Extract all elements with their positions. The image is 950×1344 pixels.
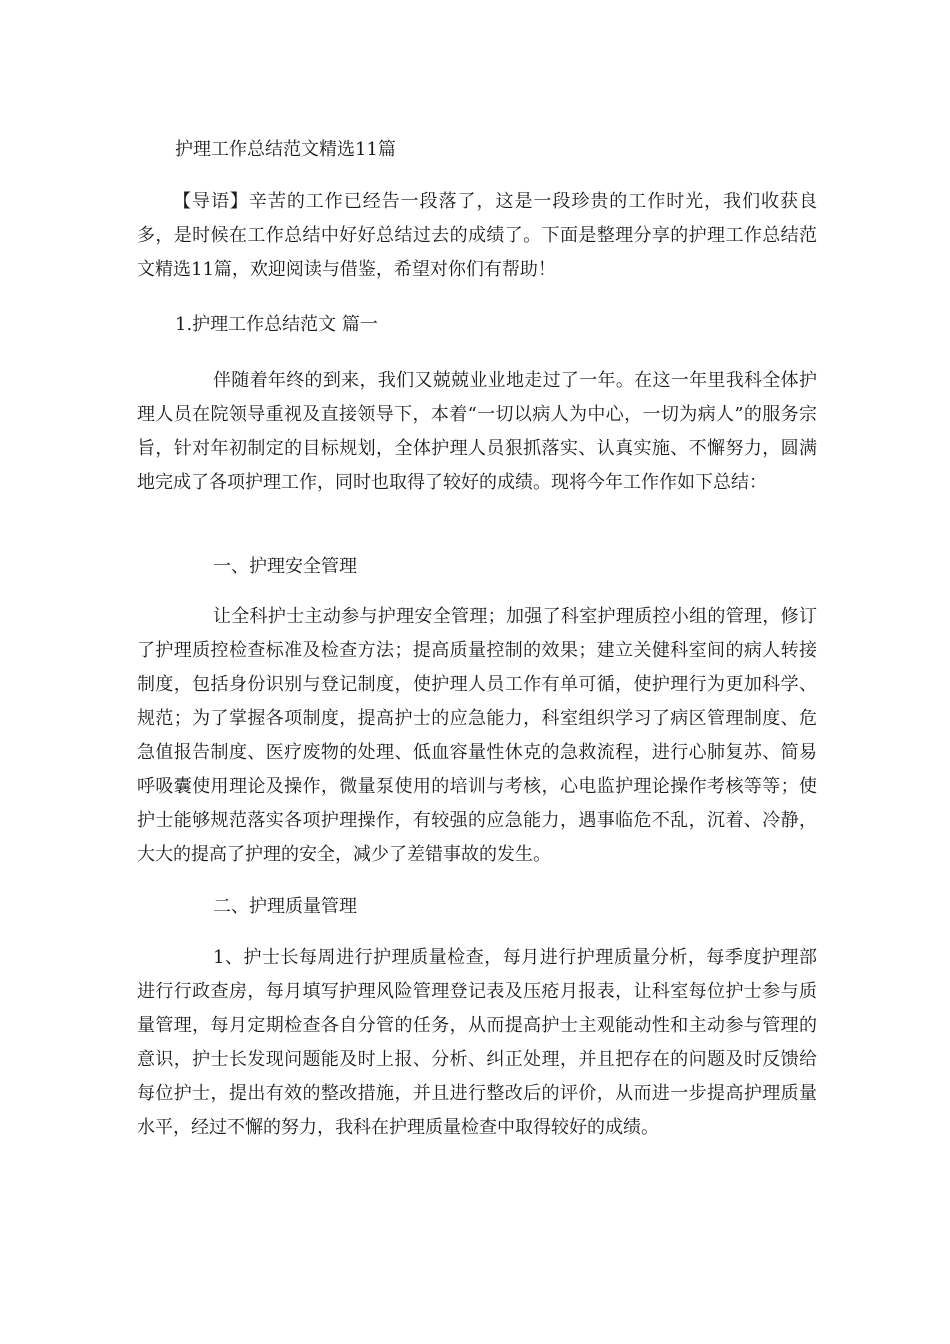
document-title: 护理工作总结范文精选11篇 (175, 139, 396, 160)
subheading-safety: 一、护理安全管理 (213, 556, 357, 577)
intro-paragraph: 【导语】辛苦的工作已经告一段落了，这是一段珍贵的工作时光，我们收获良多，是时候在工作总结中好好总结过去的成绩了。下面是整理分享的护理工作总结范文精选11篇，欢迎阅读与借鉴，希望对你们有帮助！ (137, 191, 817, 280)
subheading-quality: 二、护理质量管理 (213, 896, 357, 917)
section-heading: 1.护理工作总结范文 篇一 (175, 314, 378, 335)
body-paragraph: 1、护士长每周进行护理质量检查，每月进行护理质量分析，每季度护理部进行行政查房，每月填写护理风险管理登记表及压疮月报表，让科室每位护士参与质量管理，每月定期检查各自分管的任务，从而提高护士主观能动性和主动参与管理的意识，护士长发现问题能及时上报、分析、纠正处理，并且把存在的问题及时反馈给每位护士，提出有效的整改措施，并且进行整改后的评价，从而进一步提高护理质量水平，经过不懈的努力，我科在护理质量检查中取得较好的成绩。 (137, 947, 817, 1138)
body-paragraph: 让全科护士主动参与护理安全管理；加强了科室护理质控小组的管理，修订了护理质控检查标准及检查方法；提高质量控制的效果；建立关健科室间的病人转接制度，包括身份识别与登记制度，使护理人员工作有单可循，使护理行为更加科学、规范；为了掌握各项制度，提高护士的应急能力，科室组织学习了病区管理制度、危急值报告制度、医疗废物的处理、低血容量性休克的急救流程，进行心肺复苏、简易呼吸囊使用理论及操作，微量泵使用的培训与考核，心电监护理论操作考核等等；使护士能够规范落实各项护理操作，有较强的应急能力，遇事临危不乱，沉着、冷静，大大的提高了护理的安全，减少了差错事故的发生。 (137, 606, 817, 865)
body-paragraph: 伴随着年终的到来，我们又兢兢业业地走过了一年。在这一年里我科全体护理人员在院领导重视及直接领导下，本着“一切以病人为中心，一切为病人”的服务宗旨，针对年初制定的目标规划，全体护理人员狠抓落实、认真实施、不懈努力，圆满地完成了各项护理工作，同时也取得了较好的成绩。现将今年工作作如下总结： (137, 370, 817, 493)
